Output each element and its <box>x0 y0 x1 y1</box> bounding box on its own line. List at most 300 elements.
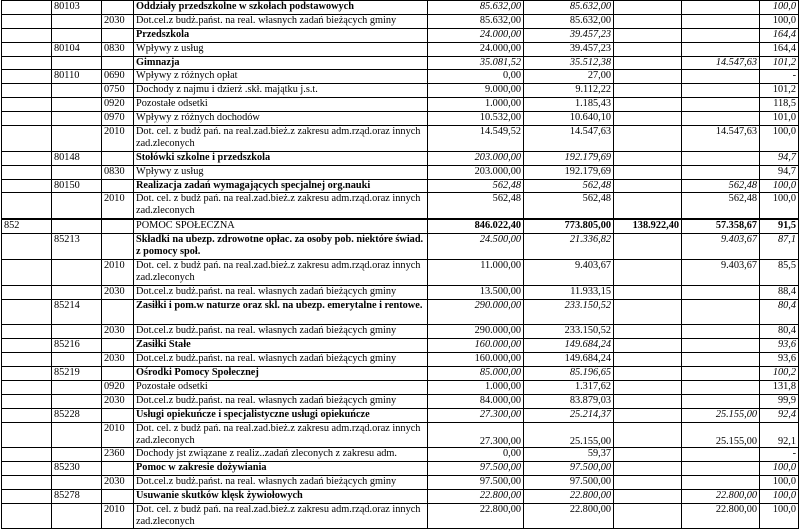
nazwa-cell: Gimnazja <box>134 56 428 70</box>
rozdzial-cell: 85214 <box>52 299 102 325</box>
zlecone-cell <box>682 42 760 56</box>
nazwa-cell: Wpływy z różnych dochodów <box>134 112 428 126</box>
wykonanie-cell: 192.179,69 <box>524 151 614 165</box>
nazwa-cell: Stołówki szkolne i przedszkola <box>134 151 428 165</box>
wykonanie-cell: 27,00 <box>524 70 614 84</box>
table-row <box>2 1 799 15</box>
dzial-cell <box>2 56 52 70</box>
rozdzial-cell <box>52 504 102 529</box>
nazwa-cell: Dot.cel.z budż.państ. na real. własnych zadań bieżących gminy <box>134 14 428 28</box>
nazwa-cell: Wpływy z różnych opłat <box>134 70 428 84</box>
wlasne-cell <box>614 367 682 381</box>
procent-cell: 100,0 <box>760 179 799 193</box>
wlasne-cell <box>614 504 682 529</box>
zlecone-cell <box>682 448 760 462</box>
table-row <box>2 353 799 367</box>
table-row <box>2 367 799 381</box>
wykonanie-cell: 233.150,52 <box>524 299 614 325</box>
procent-cell: 87,1 <box>760 234 799 260</box>
zlecone-cell: 57.358,67 <box>682 219 760 233</box>
wykonanie-cell: 10.640,10 <box>524 112 614 126</box>
wlasne-cell <box>614 462 682 476</box>
table-row <box>2 112 799 126</box>
dzial-cell <box>2 381 52 395</box>
nazwa-cell: Dot.cel.z budż.państ. na real. własnych zadań bieżących gminy <box>134 285 428 299</box>
table-row <box>2 42 799 56</box>
paragraf-cell <box>102 234 134 260</box>
dzial-cell <box>2 367 52 381</box>
zlecone-cell <box>682 14 760 28</box>
paragraf-cell <box>102 28 134 42</box>
nazwa-cell: Wpływy z usług <box>134 42 428 56</box>
nazwa-cell: Dot.cel.z budż.państ. na real. własnych zadań bieżących gminy <box>134 353 428 367</box>
procent-cell: 100,0 <box>760 462 799 476</box>
plan-cell: 27.300,00 <box>428 408 524 422</box>
table-row <box>2 422 799 448</box>
dzial-cell <box>2 299 52 325</box>
zlecone-cell <box>682 165 760 179</box>
wlasne-cell <box>614 14 682 28</box>
zlecone-cell: 25.155,00 <box>682 408 760 422</box>
wlasne-cell <box>614 179 682 193</box>
procent-cell: 91,5 <box>760 219 799 233</box>
wlasne-cell <box>614 84 682 98</box>
paragraf-cell <box>102 151 134 165</box>
rozdzial-cell: 85228 <box>52 408 102 422</box>
nazwa-cell: Dot. cel. z budż pań. na real.zad.bież.z zakresu adm.rząd.oraz innych zad.zleconych <box>134 504 428 529</box>
paragraf-cell <box>102 56 134 70</box>
dzial-cell <box>2 476 52 490</box>
wlasne-cell <box>614 285 682 299</box>
wlasne-cell <box>614 193 682 219</box>
wlasne-cell <box>614 70 682 84</box>
wlasne-cell <box>614 98 682 112</box>
dzial-cell <box>2 448 52 462</box>
paragraf-cell: 2030 <box>102 325 134 339</box>
paragraf-cell <box>102 219 134 233</box>
wykonanie-cell: 97.500,00 <box>524 462 614 476</box>
zlecone-cell: 562,48 <box>682 193 760 219</box>
plan-cell: 562,48 <box>428 193 524 219</box>
procent-cell: 88,4 <box>760 285 799 299</box>
wykonanie-cell: 149.684,24 <box>524 339 614 353</box>
paragraf-cell: 0750 <box>102 84 134 98</box>
wykonanie-cell: 562,48 <box>524 179 614 193</box>
wykonanie-cell: 562,48 <box>524 193 614 219</box>
dzial-cell <box>2 98 52 112</box>
plan-cell: 27.300,00 <box>428 422 524 448</box>
procent-cell: - <box>760 448 799 462</box>
wlasne-cell <box>614 408 682 422</box>
procent-cell: 100,0 <box>760 490 799 504</box>
zlecone-cell <box>682 339 760 353</box>
dzial-cell <box>2 84 52 98</box>
rozdzial-cell: 85216 <box>52 339 102 353</box>
wykonanie-cell: 22.800,00 <box>524 490 614 504</box>
wlasne-cell <box>614 165 682 179</box>
plan-cell: 85.632,00 <box>428 14 524 28</box>
table-row <box>2 126 799 152</box>
nazwa-cell: Dot. cel. z budż pań. na real.zad.bież.z zakresu adm.rząd.oraz innych zad.zleconych <box>134 259 428 285</box>
paragraf-cell: 0830 <box>102 42 134 56</box>
nazwa-cell: Dot.cel.z budż.państ. na real. własnych zadań bieżących gminy <box>134 325 428 339</box>
wlasne-cell: 138.922,40 <box>614 219 682 233</box>
rozdzial-cell <box>52 325 102 339</box>
paragraf-cell: 0920 <box>102 381 134 395</box>
plan-cell: 1.000,00 <box>428 98 524 112</box>
procent-cell: 93,6 <box>760 353 799 367</box>
zlecone-cell <box>682 1 760 15</box>
procent-cell: 100,0 <box>760 14 799 28</box>
paragraf-cell <box>102 179 134 193</box>
rozdzial-cell <box>52 381 102 395</box>
table-row <box>2 193 799 219</box>
plan-cell: 290.000,00 <box>428 325 524 339</box>
rozdzial-cell <box>52 285 102 299</box>
procent-cell: 99,9 <box>760 394 799 408</box>
nazwa-cell: Dot. cel. z budż pań. na real.zad.bież.z zakresu adm.rząd.oraz innych zad.zleconych <box>134 193 428 219</box>
wykonanie-cell: 25.214,37 <box>524 408 614 422</box>
table-row <box>2 98 799 112</box>
rozdzial-cell: 80110 <box>52 70 102 84</box>
dzial-cell <box>2 151 52 165</box>
plan-cell: 85.632,00 <box>428 1 524 15</box>
plan-cell: 203.000,00 <box>428 165 524 179</box>
wlasne-cell <box>614 299 682 325</box>
wykonanie-cell: 39.457,23 <box>524 28 614 42</box>
rozdzial-cell <box>52 126 102 152</box>
paragraf-cell: 2030 <box>102 476 134 490</box>
plan-cell: 0,00 <box>428 70 524 84</box>
zlecone-cell: 9.403,67 <box>682 259 760 285</box>
procent-cell: 100,0 <box>760 126 799 152</box>
wlasne-cell <box>614 56 682 70</box>
procent-cell: 131,8 <box>760 381 799 395</box>
wlasne-cell <box>614 476 682 490</box>
plan-cell: 97.500,00 <box>428 462 524 476</box>
paragraf-cell <box>102 1 134 15</box>
wykonanie-cell: 97.500,00 <box>524 476 614 490</box>
zlecone-cell <box>682 325 760 339</box>
plan-cell: 0,00 <box>428 448 524 462</box>
budget-table <box>1 0 799 529</box>
table-row <box>2 381 799 395</box>
dzial-cell <box>2 259 52 285</box>
dzial-cell <box>2 422 52 448</box>
paragraf-cell <box>102 462 134 476</box>
nazwa-cell: Dot.cel.z budż.państ. na real. własnych zadań bieżących gminy <box>134 394 428 408</box>
wykonanie-cell: 35.512,38 <box>524 56 614 70</box>
paragraf-cell: 2030 <box>102 394 134 408</box>
plan-cell: 203.000,00 <box>428 151 524 165</box>
rozdzial-cell <box>52 14 102 28</box>
wykonanie-cell: 192.179,69 <box>524 165 614 179</box>
wykonanie-cell: 85.196,65 <box>524 367 614 381</box>
zlecone-cell <box>682 353 760 367</box>
nazwa-cell: Pomoc w zakresie dożywiania <box>134 462 428 476</box>
wlasne-cell <box>614 448 682 462</box>
table-row <box>2 219 799 233</box>
plan-cell: 1.000,00 <box>428 381 524 395</box>
dzial-cell <box>2 42 52 56</box>
plan-cell: 97.500,00 <box>428 476 524 490</box>
plan-cell: 160.000,00 <box>428 339 524 353</box>
zlecone-cell: 25.155,00 <box>682 422 760 448</box>
procent-cell: - <box>760 70 799 84</box>
paragraf-cell <box>102 339 134 353</box>
rozdzial-cell <box>52 259 102 285</box>
wlasne-cell <box>614 394 682 408</box>
wlasne-cell <box>614 422 682 448</box>
plan-cell: 24.000,00 <box>428 28 524 42</box>
wlasne-cell <box>614 234 682 260</box>
rozdzial-cell <box>52 422 102 448</box>
wykonanie-cell: 233.150,52 <box>524 325 614 339</box>
rozdzial-cell: 85278 <box>52 490 102 504</box>
zlecone-cell: 22.800,00 <box>682 490 760 504</box>
dzial-cell <box>2 179 52 193</box>
plan-cell: 846.022,40 <box>428 219 524 233</box>
procent-cell: 118,5 <box>760 98 799 112</box>
procent-cell: 94,7 <box>760 165 799 179</box>
nazwa-cell: Dochody z najmu i dzierż .skł. majątku j.s.t. <box>134 84 428 98</box>
wlasne-cell <box>614 259 682 285</box>
wykonanie-cell: 39.457,23 <box>524 42 614 56</box>
dzial-cell <box>2 394 52 408</box>
wlasne-cell <box>614 1 682 15</box>
zlecone-cell <box>682 462 760 476</box>
paragraf-cell <box>102 367 134 381</box>
paragraf-cell: 2010 <box>102 126 134 152</box>
zlecone-cell <box>682 98 760 112</box>
plan-cell: 10.532,00 <box>428 112 524 126</box>
plan-cell: 14.549,52 <box>428 126 524 152</box>
nazwa-cell: Pozostałe odsetki <box>134 381 428 395</box>
procent-cell: 100,0 <box>760 193 799 219</box>
table-row <box>2 259 799 285</box>
paragraf-cell: 2360 <box>102 448 134 462</box>
plan-cell: 9.000,00 <box>428 84 524 98</box>
procent-cell: 101,2 <box>760 56 799 70</box>
table-row <box>2 234 799 260</box>
procent-cell: 100,0 <box>760 476 799 490</box>
plan-cell: 35.081,52 <box>428 56 524 70</box>
table-row <box>2 28 799 42</box>
paragraf-cell: 2010 <box>102 259 134 285</box>
procent-cell: 100,0 <box>760 1 799 15</box>
dzial-cell <box>2 193 52 219</box>
nazwa-cell: Realizacja zadań wymagających specjalnej org.nauki <box>134 179 428 193</box>
zlecone-cell <box>682 28 760 42</box>
zlecone-cell <box>682 394 760 408</box>
dzial-cell <box>2 1 52 15</box>
rozdzial-cell <box>52 56 102 70</box>
rozdzial-cell <box>52 112 102 126</box>
rozdzial-cell: 85213 <box>52 234 102 260</box>
procent-cell: 100,2 <box>760 367 799 381</box>
paragraf-cell: 2010 <box>102 422 134 448</box>
wykonanie-cell: 9.112,22 <box>524 84 614 98</box>
dzial-cell <box>2 353 52 367</box>
table-row <box>2 299 799 325</box>
nazwa-cell: Oddziały przedszkolne w szkołach podstawowych <box>134 1 428 15</box>
wykonanie-cell: 1.185,43 <box>524 98 614 112</box>
paragraf-cell <box>102 490 134 504</box>
zlecone-cell: 14.547,63 <box>682 56 760 70</box>
wykonanie-cell: 11.933,15 <box>524 285 614 299</box>
plan-cell: 11.000,00 <box>428 259 524 285</box>
paragraf-cell: 0690 <box>102 70 134 84</box>
zlecone-cell: 9.403,67 <box>682 234 760 260</box>
nazwa-cell: Składki na ubezp. zdrowotne opłac. za osoby pob. niektóre świad. z pomocy społ. <box>134 234 428 260</box>
nazwa-cell: Pozostałe odsetki <box>134 98 428 112</box>
wykonanie-cell: 21.336,82 <box>524 234 614 260</box>
wykonanie-cell: 1.317,62 <box>524 381 614 395</box>
budget-table-body <box>2 1 799 529</box>
dzial-cell <box>2 285 52 299</box>
zlecone-cell <box>682 151 760 165</box>
zlecone-cell <box>682 476 760 490</box>
table-row <box>2 325 799 339</box>
wlasne-cell <box>614 126 682 152</box>
table-row <box>2 179 799 193</box>
procent-cell: 94,7 <box>760 151 799 165</box>
table-row <box>2 165 799 179</box>
paragraf-cell: 0920 <box>102 98 134 112</box>
procent-cell: 164,4 <box>760 42 799 56</box>
rozdzial-cell <box>52 219 102 233</box>
rozdzial-cell: 80148 <box>52 151 102 165</box>
wlasne-cell <box>614 353 682 367</box>
table-row <box>2 56 799 70</box>
plan-cell: 160.000,00 <box>428 353 524 367</box>
dzial-cell <box>2 408 52 422</box>
nazwa-cell: Dot.cel.z budż.państ. na real. własnych zadań bieżących gminy <box>134 476 428 490</box>
dzial-cell <box>2 234 52 260</box>
paragraf-cell: 2030 <box>102 353 134 367</box>
nazwa-cell: Dochody jst związane z realiz..zadań zleconych z zakresu adm. <box>134 448 428 462</box>
table-row <box>2 476 799 490</box>
dzial-cell <box>2 504 52 529</box>
paragraf-cell <box>102 408 134 422</box>
plan-cell: 290.000,00 <box>428 299 524 325</box>
wykonanie-cell: 773.805,00 <box>524 219 614 233</box>
rozdzial-cell: 80104 <box>52 42 102 56</box>
procent-cell: 101,0 <box>760 112 799 126</box>
plan-cell: 84.000,00 <box>428 394 524 408</box>
rozdzial-cell <box>52 165 102 179</box>
paragraf-cell: 2010 <box>102 193 134 219</box>
procent-cell: 92,4 <box>760 408 799 422</box>
wlasne-cell <box>614 151 682 165</box>
paragraf-cell: 2030 <box>102 14 134 28</box>
zlecone-cell <box>682 84 760 98</box>
plan-cell: 85.000,00 <box>428 367 524 381</box>
procent-cell: 100,0 <box>760 504 799 529</box>
wlasne-cell <box>614 28 682 42</box>
table-row <box>2 394 799 408</box>
wlasne-cell <box>614 339 682 353</box>
procent-cell: 164,4 <box>760 28 799 42</box>
table-row <box>2 339 799 353</box>
table-row <box>2 70 799 84</box>
dzial-cell <box>2 462 52 476</box>
zlecone-cell <box>682 381 760 395</box>
rozdzial-cell <box>52 476 102 490</box>
table-row <box>2 490 799 504</box>
wykonanie-cell: 149.684,24 <box>524 353 614 367</box>
nazwa-cell: POMOC SPOŁECZNA <box>134 219 428 233</box>
nazwa-cell: Dot. cel. z budż pań. na real.zad.bież.z zakresu adm.rząd.oraz innych zad.zleconych <box>134 126 428 152</box>
procent-cell: 80,4 <box>760 325 799 339</box>
wlasne-cell <box>614 112 682 126</box>
zlecone-cell <box>682 285 760 299</box>
rozdzial-cell <box>52 84 102 98</box>
rozdzial-cell <box>52 98 102 112</box>
zlecone-cell <box>682 70 760 84</box>
dzial-cell <box>2 126 52 152</box>
wlasne-cell <box>614 325 682 339</box>
zlecone-cell <box>682 299 760 325</box>
rozdzial-cell: 80150 <box>52 179 102 193</box>
plan-cell: 24.500,00 <box>428 234 524 260</box>
zlecone-cell <box>682 112 760 126</box>
table-row <box>2 84 799 98</box>
paragraf-cell <box>102 299 134 325</box>
wykonanie-cell: 14.547,63 <box>524 126 614 152</box>
wykonanie-cell: 25.155,00 <box>524 422 614 448</box>
dzial-cell <box>2 28 52 42</box>
paragraf-cell: 2010 <box>102 504 134 529</box>
zlecone-cell: 562,48 <box>682 179 760 193</box>
dzial-cell <box>2 339 52 353</box>
table-row <box>2 285 799 299</box>
paragraf-cell: 0830 <box>102 165 134 179</box>
wykonanie-cell: 9.403,67 <box>524 259 614 285</box>
table-row <box>2 504 799 529</box>
dzial-cell <box>2 112 52 126</box>
plan-cell: 562,48 <box>428 179 524 193</box>
wykonanie-cell: 59,37 <box>524 448 614 462</box>
wykonanie-cell: 85.632,00 <box>524 14 614 28</box>
table-row <box>2 408 799 422</box>
dzial-cell <box>2 165 52 179</box>
rozdzial-cell <box>52 28 102 42</box>
nazwa-cell: Przedszkola <box>134 28 428 42</box>
procent-cell: 80,4 <box>760 299 799 325</box>
wykonanie-cell: 85.632,00 <box>524 1 614 15</box>
nazwa-cell: Dot. cel. z budż pań. na real.zad.bież.z zakresu adm.rząd.oraz innych zad.zleconych <box>134 422 428 448</box>
plan-cell: 24.000,00 <box>428 42 524 56</box>
wlasne-cell <box>614 42 682 56</box>
zlecone-cell: 22.800,00 <box>682 504 760 529</box>
dzial-cell <box>2 490 52 504</box>
rozdzial-cell <box>52 394 102 408</box>
wlasne-cell <box>614 381 682 395</box>
nazwa-cell: Zasiłki Stałe <box>134 339 428 353</box>
procent-cell: 92,1 <box>760 422 799 448</box>
wykonanie-cell: 22.800,00 <box>524 504 614 529</box>
zlecone-cell: 14.547,63 <box>682 126 760 152</box>
rozdzial-cell: 80103 <box>52 1 102 15</box>
plan-cell: 22.800,00 <box>428 504 524 529</box>
dzial-cell <box>2 70 52 84</box>
dzial-cell: 852 <box>2 219 52 233</box>
nazwa-cell: Wpływy z usług <box>134 165 428 179</box>
dzial-cell <box>2 14 52 28</box>
wlasne-cell <box>614 490 682 504</box>
procent-cell: 93,6 <box>760 339 799 353</box>
